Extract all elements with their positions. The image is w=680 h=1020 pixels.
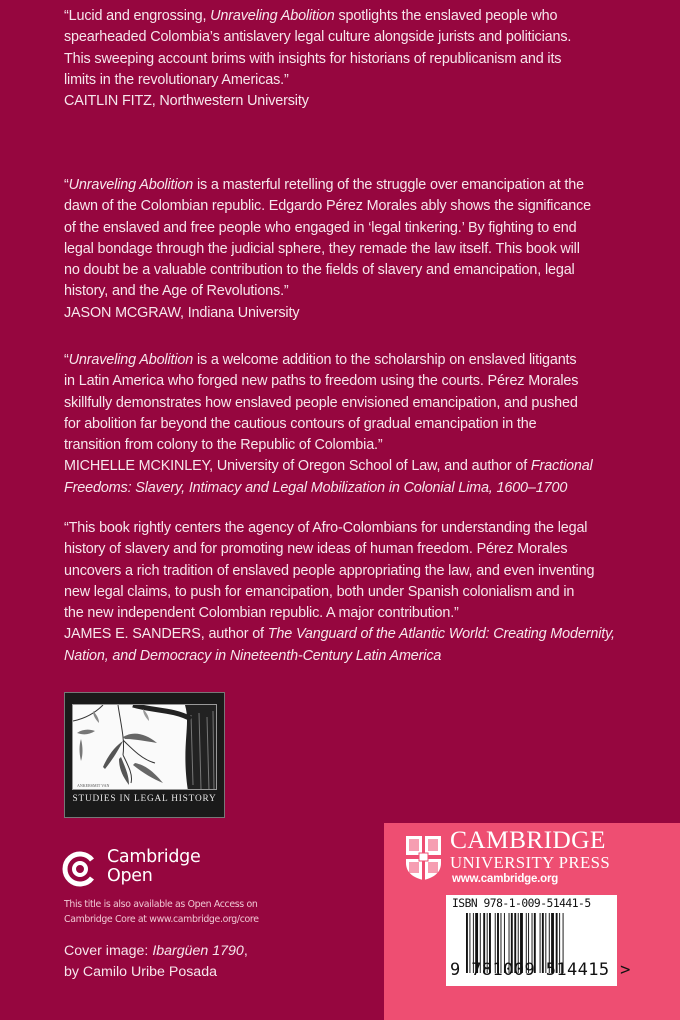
isbn-label: ISBN 978-1-009-51441-5 <box>452 897 591 910</box>
publisher-name-line1: CAMBRIDGE <box>450 825 606 854</box>
cambridge-open-line2: Open <box>107 866 153 886</box>
cambridge-open-c-icon <box>62 851 98 887</box>
cambridge-open-logo <box>62 848 262 890</box>
open-access-note-line1: This title is also available as Open Access on <box>64 899 258 910</box>
quote-attribution: Nation, and Democracy in Nineteenth-Century Latin America <box>64 647 442 664</box>
quote-line: history of slavery and for promoting new ideas of human freedom. Pérez Morales <box>64 541 568 558</box>
publisher-panel <box>384 823 680 1020</box>
cover-credit-prefix: Cover image: <box>64 943 153 959</box>
open-access-note-line2: Cambridge Core at www.cambridge.org/core <box>64 914 259 925</box>
publisher-name <box>450 827 610 872</box>
quote-line: history, and the Age of Revolutions.” <box>64 283 289 300</box>
quote-line: “Lucid and engrossing, Unraveling Abolition spotlights the enslaved people who <box>64 8 558 24</box>
quote-line: the new independent Colombian republic. A major contribution.” <box>64 605 459 622</box>
cover-credit-suffix: , <box>243 943 248 959</box>
publisher-name-line2: UNIVERSITY PRESS <box>450 853 611 872</box>
quote-line: of the enslaved and free people who engaged in ‘legal tinkering.’ By fighting to end <box>64 219 577 236</box>
quote-line: This sweeping account brims with insights for historians of republicanism and its <box>64 50 562 67</box>
cambridge-crest-icon <box>405 835 442 881</box>
quote-line: no doubt be a valuable contribution to the fields of slavery and emancipation, legal <box>64 262 575 279</box>
quote-attribution: CAITLIN FITZ, Northwestern University <box>64 93 309 110</box>
quote-line: “This book rightly centers the agency of Afro-Colombians for understanding the legal <box>64 520 588 536</box>
open-access-note <box>64 897 259 927</box>
isbn-barcode <box>446 895 631 986</box>
svg-text:ANKERSMIT VAN: ANKERSMIT VAN <box>77 783 110 788</box>
barcode-digits: 9 781009 514415 > <box>450 960 631 980</box>
quote-line: limits in the revolutionary Americas.” <box>64 71 289 88</box>
quote-attribution: JAMES E. SANDERS, author of The Vanguard of the Atlantic World: Creating Modernity, <box>64 626 615 643</box>
quote-line: legal bondage through the judicial sphere, they remade the law itself. This book will <box>64 240 580 257</box>
cover-credit-title: Ibargüen 1790 <box>152 943 244 959</box>
quote-line: for abolition far beyond the cautious contours of gradual emancipation in the <box>64 415 537 432</box>
quote-line: skillfully demonstrates how enslaved people envisioned emancipation, and pushed <box>64 394 578 411</box>
cover-credit-artist: by Camilo Uribe Posada <box>64 964 217 980</box>
endorsement-2 <box>64 175 664 324</box>
tree-branch-illustration <box>72 704 217 790</box>
quote-line: in Latin America who forged new paths to freedom using the courts. Pérez Morales <box>64 373 579 390</box>
cover-image-credit <box>64 941 248 983</box>
quote-line: transition from colony to the Republic of Colombia.” <box>64 437 383 454</box>
endorsement-1 <box>64 6 664 112</box>
quote-attribution: Freedoms: Slavery, Intimacy and Legal Mobilization in Colonial Lima, 1600–1700 <box>64 479 568 496</box>
endorsement-3 <box>64 350 664 499</box>
quote-line: spearheaded Colombia’s antislavery legal culture alongside jurists and politicians. <box>64 29 572 46</box>
quote-line: dawn of the Colombian republic. Edgardo Pérez Morales ably shows the significance <box>64 198 591 215</box>
quote-attribution: MICHELLE MCKINLEY, University of Oregon School of Law, and author of Fractional <box>64 458 593 475</box>
series-caption: STUDIES IN LEGAL HISTORY <box>72 794 217 804</box>
cambridge-open-line1: Cambridge <box>107 847 201 867</box>
quote-attribution: JASON MCGRAW, Indiana University <box>64 304 300 321</box>
quote-line: uncovers a rich tradition of enslaved people appropriating the law, and even inventing <box>64 562 595 579</box>
endorsement-4 <box>64 518 664 667</box>
series-logo-studies-in-legal-history <box>64 692 225 818</box>
publisher-url: www.cambridge.org <box>452 873 559 885</box>
quote-line: “Unraveling Abolition is a masterful retelling of the struggle over emancipation at the <box>64 177 584 193</box>
quote-line: “Unraveling Abolition is a welcome addition to the scholarship on enslaved litigants <box>64 352 577 368</box>
quote-line: new legal claims, to push for emancipation, both under Spanish colonialism and in <box>64 583 575 600</box>
